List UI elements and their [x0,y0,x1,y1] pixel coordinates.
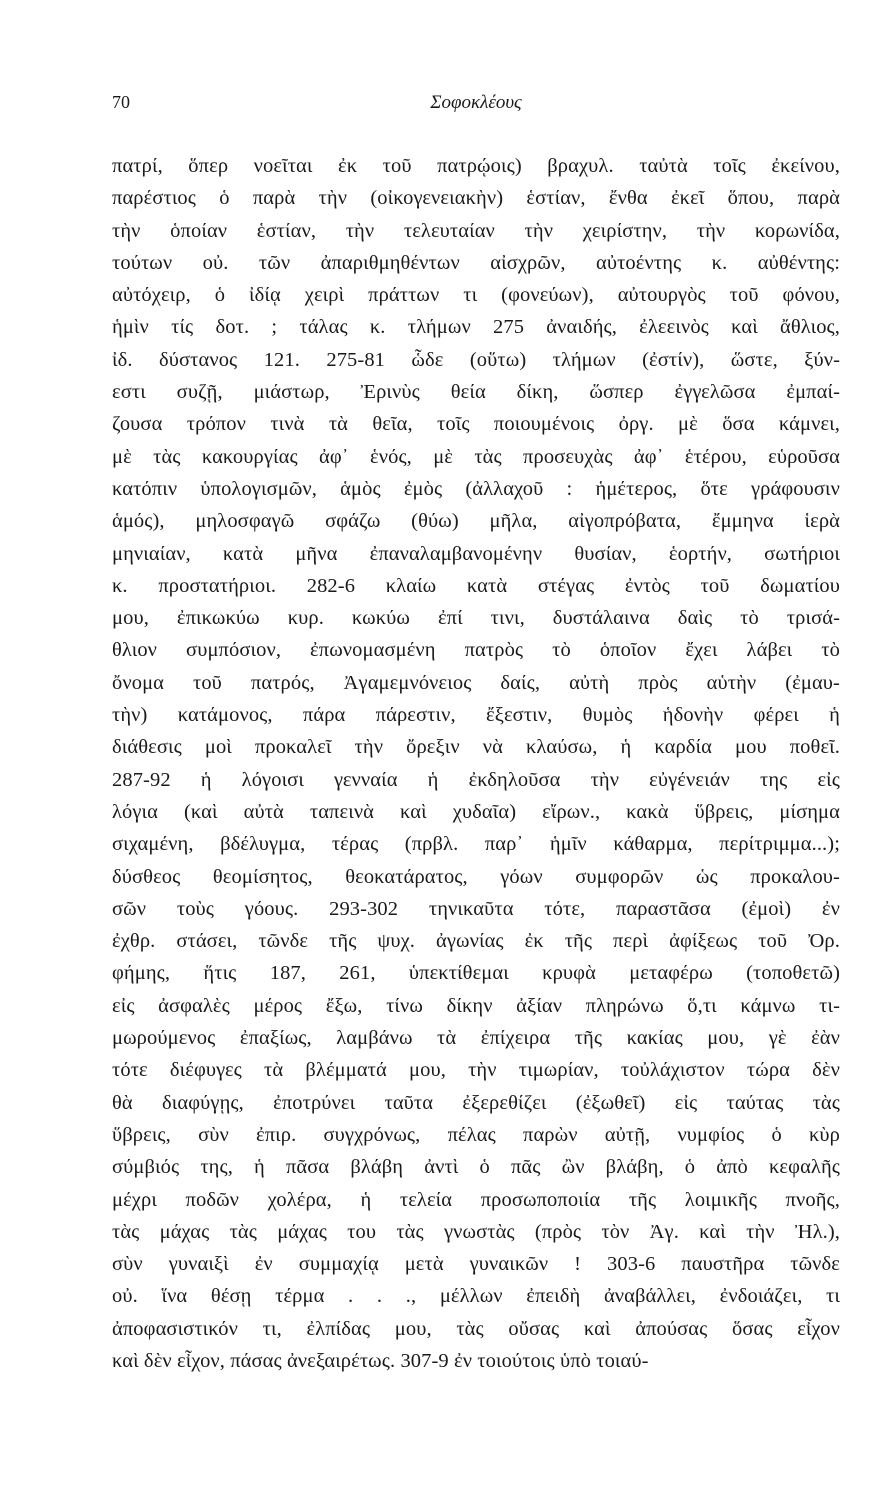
text-line: διάθεσις μοὶ προκαλεῖ τὴν ὄρεξιν νὰ κλαύσω, ἡ καρδία μου ποθεῖ. [112,736,840,759]
text-line: ἰδ. δύστανος 121. 275-81 ὧδε (οὕτω) τλήμων (ἐστίν), ὥστε, ξύν- [112,348,840,371]
text-line: μου, ἐπικωκύω κυρ. κωκύω ἐπί τινι, δυστάλαινα δαὶς τὸ τρισά- [112,607,840,630]
text-line: μέχρι ποδῶν χολέρα, ἡ τελεία προσωποποιία τῆς λοιμικῆς πνοῆς, [112,1188,840,1211]
text-line: παρέστιος ὁ παρὰ τὴν (οἰκογενειακὴν) ἑστίαν, ἔνθα ἐκεῖ ὅπου, παρὰ [112,187,840,210]
text-line: τὴν) κατάμονος, πάρα πάρεστιν, ἔξεστιν, θυμὸς ἡδονὴν φέρει ἡ [112,704,840,727]
running-title: Σοφοκλέους [430,92,522,113]
text-line: σύμβιός της, ἡ πᾶσα βλάβη ἀντὶ ὁ πᾶς ὢν βλάβη, ὁ ἀπὸ κεφαλῆς [112,1156,840,1179]
commentary-text [112,150,840,1377]
text-line: σιχαμένη, βδέλυγμα, τέρας (πρβλ. παρ᾽ ἡμῖν κάθαρμα, περίτριμμα...); [112,833,840,856]
text-line: μὲ τὰς κακουργίας ἀφ᾽ ἑνός, μὲ τὰς προσευχὰς ἀφ᾽ ἑτέρου, εὑροῦσα [112,445,840,468]
text-line: εστι συζῇ, μιάστωρ, Ἐρινὺς θεία δίκη, ὥσπερ ἐγγελῶσα ἐμπαί- [112,381,840,404]
text-line: ἐχθρ. στάσει, τῶνδε τῆς ψυχ. ἀγωνίας ἐκ τῆς περὶ ἀφίξεως τοῦ Ὀρ. [112,930,840,953]
text-line: πατρί, ὅπερ νοεῖται ἐκ τοῦ πατρῴοις) βραχυλ. ταὐτὰ τοῖς ἐκείνου, [112,155,840,177]
text-line: σῶν τοὺς γόους. 293-302 τηνικαῦτα τότε, παραστᾶσα (ἐμοὶ) ἐν [112,897,840,920]
text-line: σὺν γυναιξὶ ἐν συμμαχίᾳ μετὰ γυναικῶν ! 303-6 παυστῆρα τῶνδε [112,1253,840,1276]
text-line: 287-92 ἡ λόγοισι γενναία ἡ ἐκδηλοῦσα τὴν εὐγένειάν της εἰς [112,768,840,791]
text-line: ζουσα τρόπον τινὰ τὰ θεῖα, τοῖς ποιουμένοις ὀργ. μὲ ὅσα κάμνει, [112,413,840,436]
text-line: εἰς ἀσφαλὲς μέρος ἔξω, τίνω δίκην ἀξίαν πληρώνω ὅ,τι κάμνω τι- [112,994,840,1017]
text-line: τούτων οὐ. τῶν ἀπαριθμηθέντων αἰσχρῶν, αὐτοέντης κ. αὐθέντης: [112,251,840,274]
text-line: τότε διέφυγες τὰ βλέμματά μου, τὴν τιμωρίαν, τοὐλάχιστον τώρα δὲν [112,1059,840,1082]
page-header [112,92,840,122]
text-line: θλιον συμπόσιον, ἐπωνομασμένη πατρὸς τὸ ὁποῖον ἔχει λάβει τὸ [112,639,840,662]
text-line: μωρούμενος ἐπαξίως, λαμβάνω τὰ ἐπίχειρα τῆς κακίας μου, γὲ ἐὰν [112,1027,840,1050]
text-line: καὶ δὲν εἶχον, πάσας ἀνεξαιρέτως. 307-9 ἐν τοιούτοις ὑπὸ τοιαύ- [112,1349,649,1372]
text-line: ἡμὶν τίς δοτ. ; τάλας κ. τλήμων 275 ἀναιδής, ἐλεεινὸς καὶ ἄθλιος, [112,316,840,339]
text-line: τὰς μάχας τὰς μάχας του τὰς γνωστὰς (πρὸς τὸν Ἀγ. καὶ τὴν Ἠλ.), [112,1220,840,1243]
text-line: φήμης, ἥτις 187, 261, ὑπεκτίθεμαι κρυφὰ μεταφέρω (τοποθετῶ) [112,962,840,985]
text-line: κατόπιν ὑπολογισμῶν, ἁμὸς ἐμὸς (ἀλλαχοῦ : ἡμέτερος, ὅτε γράφουσιν [112,477,840,500]
text-line: ὄνομα τοῦ πατρός, Ἀγαμεμνόνειος δαίς, αὐτὴ πρὸς αὑτὴν (ἐμαυ- [112,671,840,694]
text-line: θὰ διαφύγῃς, ἐποτρύνει ταῦτα ἐξερεθίζει (ἐξωθεῖ) εἰς ταύτας τὰς [112,1091,840,1114]
text-line: κ. προστατήριοι. 282-6 κλαίω κατὰ στέγας ἐντὸς τοῦ δωματίου [112,574,840,597]
text-line: λόγια (καὶ αὐτὰ ταπεινὰ καὶ χυδαῖα) εἴρων., κακὰ ὕβρεις, μίσημα [112,800,840,823]
text-line: οὐ. ἵνα θέσῃ τέρμα . . ., μέλλων ἐπειδὴ ἀναβάλλει, ἐνδοιάζει, τι [112,1285,840,1308]
text-line: ἁμός), μηλοσφαγῶ σφάζω (θύω) μῆλα, αἰγοπρόβατα, ἔμμηνα ἱερὰ [112,510,840,533]
text-line: ἀποφασιστικόν τι, ἐλπίδας μου, τὰς οὔσας καὶ ἀπούσας ὅσας εἶχον [112,1317,840,1340]
text-line: ὕβρεις, σὺν ἐπιρ. συγχρόνως, πέλας παρὼν αὐτῇ, νυμφίος ὁ κὺρ [112,1123,840,1146]
text-line: αὐτόχειρ, ὁ ἰδίᾳ χειρὶ πράττων τι (φονεύων), αὐτουργὸς τοῦ φόνου, [112,284,840,307]
text-line: δύσθεος θεομίσητος, θεοκατάρατος, γόων συμφορῶν ὡς προκαλου- [112,865,840,888]
text-line: τὴν ὁποίαν ἑστίαν, τὴν τελευταίαν τὴν χειρίστην, τὴν κορωνίδα, [112,219,840,242]
page-number: 70 [112,92,130,112]
text-line: μηνιαίαν, κατὰ μῆνα ἐπαναλαμβανομένην θυσίαν, ἑορτήν, σωτήριοι [112,542,840,565]
